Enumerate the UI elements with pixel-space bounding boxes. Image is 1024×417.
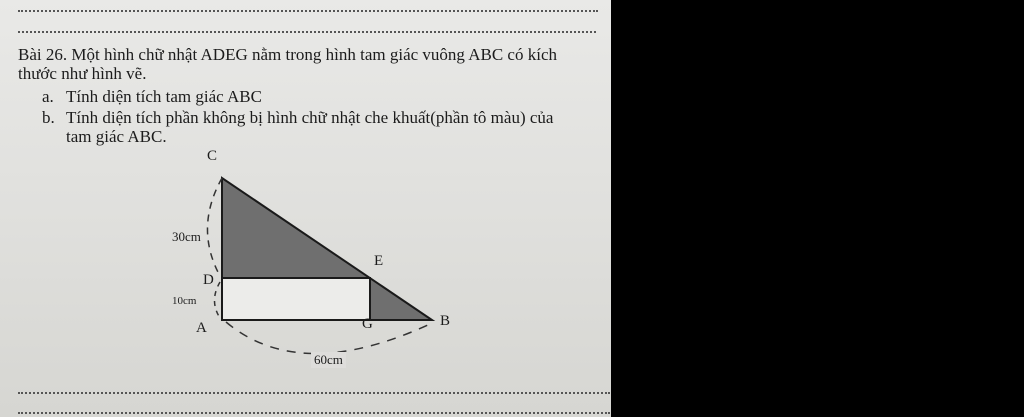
point-label-e: E — [374, 253, 384, 269]
dimension-arc-da — [215, 282, 221, 318]
point-label-a: A — [196, 320, 207, 336]
item-a-text: Tính diện tích tam giác ABC — [66, 87, 262, 106]
item-a-marker: a. — [42, 87, 54, 106]
dimension-arc-cd — [207, 178, 222, 276]
problem-statement-line-2: thước như hình vẽ. — [18, 64, 147, 83]
item-b-text-line-2: tam giác ABC. — [66, 127, 167, 146]
dimension-arc-ab — [226, 322, 430, 354]
answer-line-bottom-2 — [18, 412, 610, 414]
answer-line-bottom-1 — [18, 392, 610, 394]
dimension-label-ab: 60cm — [311, 352, 346, 368]
point-label-b: B — [440, 313, 451, 329]
item-b-marker: b. — [42, 108, 55, 127]
dimension-label-da: 10cm — [172, 295, 197, 307]
dimension-label-cd: 30cm — [172, 229, 201, 244]
point-label-g: G — [362, 316, 373, 332]
problem-statement-line-1: Bài 26. Một hình chữ nhật ADEG nằm trong hình tam giác vuông ABC có kích — [18, 45, 557, 64]
point-label-d: D — [203, 272, 214, 288]
item-b-text-line-1: Tính diện tích phần không bị hình chữ nhật che khuất(phần tô màu) của — [66, 108, 554, 127]
point-label-c: C — [207, 148, 218, 164]
rectangle-adeg — [222, 278, 370, 320]
